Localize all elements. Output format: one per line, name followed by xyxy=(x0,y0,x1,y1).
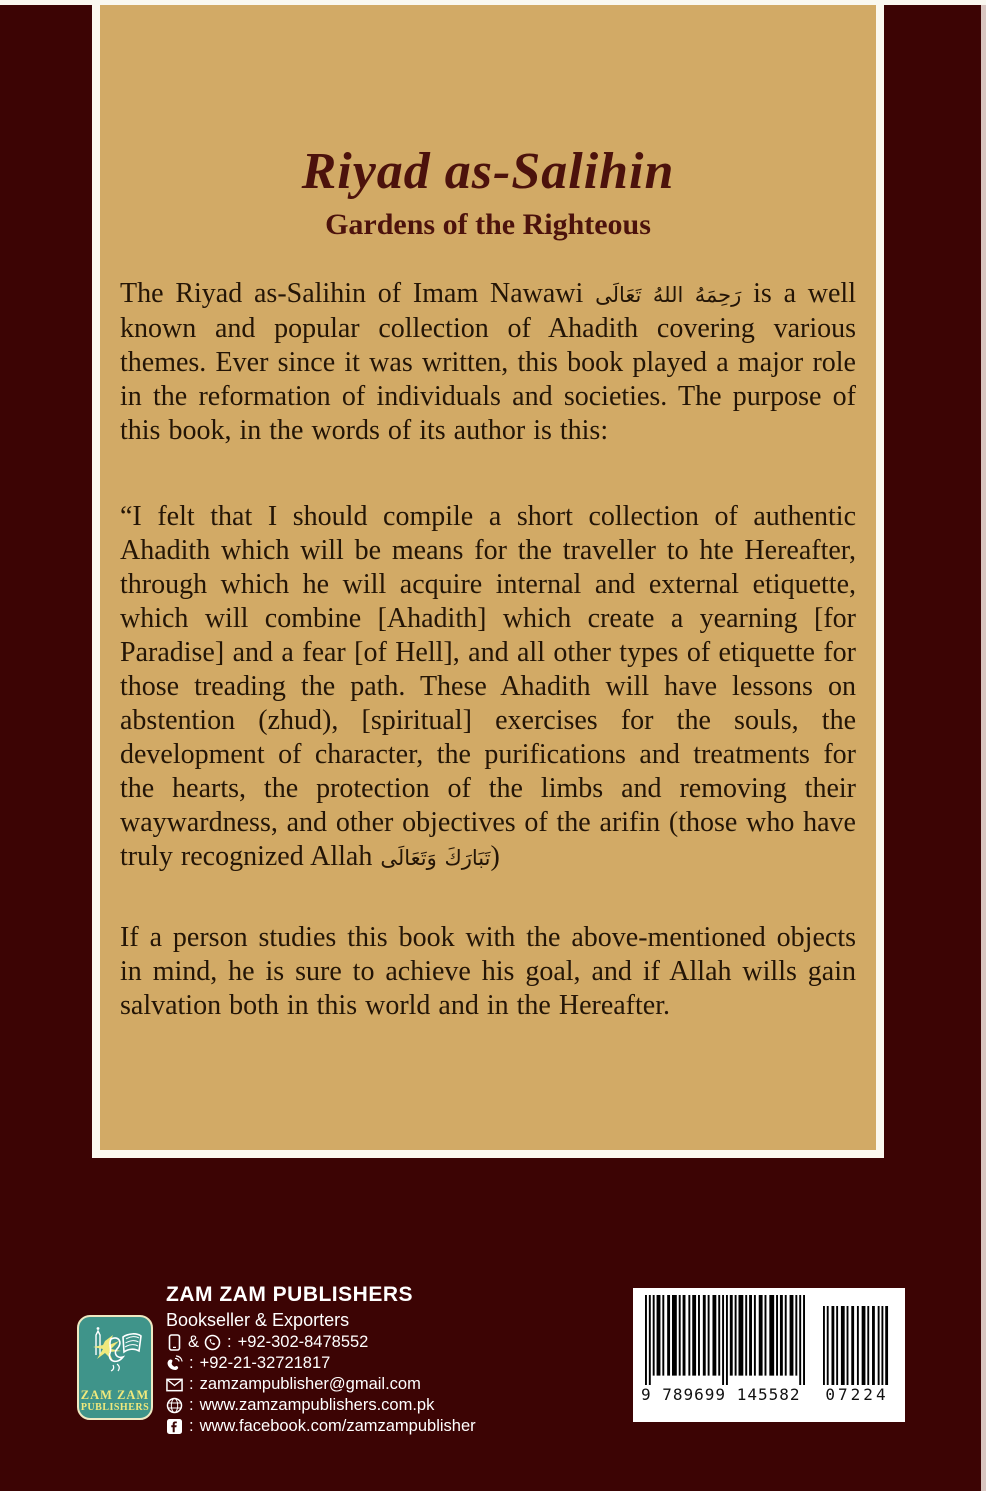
contact-row-mobile xyxy=(166,1333,476,1352)
logo-artwork-icon xyxy=(83,1321,147,1379)
contact-row-phone xyxy=(166,1354,476,1373)
phone-icon xyxy=(166,1355,183,1372)
separator-colon: : xyxy=(189,1417,194,1435)
logo-text-line1: ZAM ZAM xyxy=(80,1388,150,1402)
publisher-logo xyxy=(77,1315,153,1420)
publisher-info-block xyxy=(166,1283,476,1436)
facebook-icon xyxy=(166,1418,183,1435)
barcode-main-digits: 9 789699 145582 xyxy=(641,1385,801,1404)
publisher-name: ZAM ZAM PUBLISHERS xyxy=(166,1283,413,1306)
contact-facebook: www.facebook.com/zamzampublisher xyxy=(199,1417,476,1435)
contact-phone-number: +92-21-32721817 xyxy=(199,1354,331,1372)
separator-colon: : xyxy=(189,1354,194,1372)
book-title: Riyad as-Salihin xyxy=(301,143,675,200)
contact-website: www.zamzampublishers.com.pk xyxy=(199,1396,435,1414)
scan-edge-right xyxy=(981,0,986,1491)
contact-row-website xyxy=(166,1396,476,1415)
email-icon xyxy=(166,1376,183,1393)
author-quote-paragraph xyxy=(120,500,856,875)
barcode-main-bars xyxy=(645,1295,805,1385)
web-globe-icon xyxy=(166,1397,183,1414)
ampersand-text: & xyxy=(188,1333,200,1351)
contact-email: zamzampublisher@gmail.com xyxy=(199,1375,421,1393)
separator-colon: : xyxy=(189,1375,194,1393)
cover-text-panel xyxy=(92,5,884,1158)
contact-row-email xyxy=(166,1375,476,1394)
intro-text-after: is a well known and popular collection of Ahadith covering various themes. Ever since it was written, this book played a major role in the reformation of individuals and societies. The purpose of this book, in the words of its author is this: xyxy=(120,278,856,447)
quote-text-after: ) xyxy=(490,841,500,873)
quote-text-before: “I felt that I should compile a short collection of authentic Ahadith which will be means for the traveller to hte Hereafter, through which he will acquire internal and external etiquette, which will combine [Ahadith] which create a yearning [for Paradise] and a fear [of Hell], and all other types of etiquette for those treading the path. These Ahadith will have lessons on abstention (zhud), [spiritual] exercises for the souls, the development of character, the purifications and treatments for the hearts, the protection of the limbs and removing their waywardness, and other objectives of the arifin (those who have truly recognized Allah xyxy=(120,501,856,873)
honorific-arabic-rahimahullah: رَحِمَهُ اللهُ تَعَالَى xyxy=(595,283,742,308)
isbn-barcode xyxy=(633,1288,905,1422)
mobile-phone-icon xyxy=(166,1334,183,1351)
separator-colon: : xyxy=(189,1396,194,1414)
barcode-addon-bars xyxy=(823,1306,889,1385)
contact-mobile-number: +92-302-8478552 xyxy=(237,1333,369,1351)
barcode-addon-digits: 07224 xyxy=(825,1385,889,1404)
honorific-arabic-tabaraka: تَبَارَكَ وَتَعَالَى xyxy=(380,846,491,871)
scan-edge-top xyxy=(0,0,986,5)
contact-row-facebook xyxy=(166,1417,476,1436)
whatsapp-icon xyxy=(204,1334,221,1351)
publisher-tagline: Bookseller & Exporters xyxy=(166,1310,350,1330)
book-subtitle: Gardens of the Righteous xyxy=(325,208,651,242)
logo-text-line2: PUBLISHERS xyxy=(80,1402,150,1413)
closing-paragraph: If a person studies this book with the above-mentioned objects in mind, he is sure to achieve his goal, and if Allah wills gain salvation both in this world and in the Hereafter. xyxy=(120,922,856,1022)
separator-colon: : xyxy=(227,1333,232,1351)
intro-text-before: The Riyad as-Salihin of Imam Nawawi xyxy=(120,278,596,310)
intro-paragraph xyxy=(120,277,856,448)
